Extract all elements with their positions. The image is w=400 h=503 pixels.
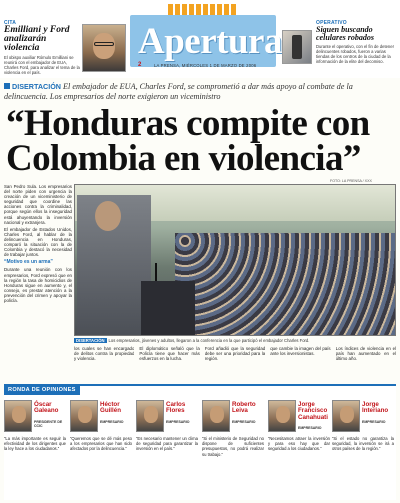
caption-text: Los empresarios, jóvenes y adultos, llegaron a la conferencia en la que participó el embajador Charles Ford. <box>108 338 310 343</box>
left-teaser-title: Emilliani y Ford analizarán violencia <box>4 25 70 53</box>
opinion-quote: “La más importante es seguir la efectividad de los dirigentes que la ley hace a los ciudadanos.” <box>4 436 66 452</box>
opinion-role: EMPRESARIO <box>100 420 124 424</box>
section-dek <box>4 82 396 101</box>
logo-text: Apertura <box>138 21 282 62</box>
opinion-name: Carlos Flores <box>166 401 186 415</box>
opinion-quote: “Queremos que se dé más peso a los empresarios que han sido afectados por la delincuencia.” <box>70 436 132 452</box>
opinion-round <box>4 384 396 500</box>
opinion-quote: “Si el estado no garantiza la seguridad, la inversión se irá a otros países de la región.” <box>332 436 394 452</box>
opinion-avatar <box>332 400 360 432</box>
opinion-avatar <box>70 400 98 432</box>
section-logo <box>130 4 282 74</box>
photo-speaker <box>77 195 151 336</box>
dateline: LA PRENSA, MIÉRCOLES 1 DE MARZO DE 2006 <box>154 63 257 68</box>
opinion-item[interactable] <box>136 398 200 500</box>
bottom-column: Los índices de violencia en el país han aumentado en el último año. <box>335 346 397 361</box>
opinion-avatar <box>202 400 230 432</box>
opinion-role: EMPRESARIO <box>298 426 322 430</box>
opinion-role: EMPRESARIO <box>166 420 190 424</box>
left-paragraph: Durante una reunión con los empresarios, Ford expresó que en la región la tasa de homicidios de Honduras sigue en aumento y, el consejo, es prestar atención a la prevención del crimen y apoyar la policía. <box>4 267 72 303</box>
right-teaser-tag: OPERATIVO <box>316 20 347 26</box>
opinion-item[interactable] <box>268 398 332 500</box>
opinion-name: Óscar Galeano <box>34 401 59 415</box>
opinion-item[interactable] <box>332 398 396 500</box>
page-number: 2 <box>138 62 142 68</box>
opinion-name: Jorge Francisco Canahuati <box>298 401 328 421</box>
microphone-icon <box>155 263 157 283</box>
opinion-avatar <box>268 400 296 432</box>
masthead <box>0 0 400 78</box>
section-label: DISERTACIÓN <box>12 82 61 91</box>
opinion-round-title: RONDA DE OPINIONES <box>4 386 80 395</box>
opinion-name: Roberto Leiva <box>232 401 256 415</box>
bottom-column: que cambie la imagen del país ante los inversionistas. <box>270 346 331 356</box>
headline[interactable]: “Honduras compite con Colombia en violencia” <box>6 103 370 179</box>
left-teaser-tag: CITA <box>4 20 17 26</box>
opinion-quote: “Es necesario mantener un clima de seguridad para garantizar la inversión en el país.” <box>136 436 198 452</box>
opinion-item[interactable] <box>70 398 134 500</box>
photo-podium <box>141 281 195 336</box>
opinion-avatar <box>4 400 32 432</box>
opinion-role: EMPRESARIO <box>232 420 256 424</box>
photo-caption <box>74 338 396 343</box>
right-teaser-photo <box>282 30 312 64</box>
bottom-column: Ford añadió que la seguridad debe ser una prioridad para la región. <box>204 346 266 361</box>
left-teaser-photo <box>82 24 126 72</box>
bottom-column: El diplomático señaló que la Policía tiene que hacer más esfuerzos en la lucha. <box>139 346 200 361</box>
opinion-name: Héctor Guillén <box>100 401 121 415</box>
section-square-icon <box>4 83 10 89</box>
opinion-name: Jorge Interiano <box>362 401 389 415</box>
right-teaser-title: Siguen buscando celulares robados <box>316 25 374 42</box>
opinion-quote: “Necesitamos atraer la inversión y para eso hay que dar seguridad a los ciudadanos.” <box>268 436 330 452</box>
section-dek-text: El embajador de EUA, Charles Ford, se comprometió a dar más apoyo al combate de la delincuencia. Los empresarios del norte exigieron un viceministro <box>4 82 353 101</box>
opinion-role: PRESIDENTE DE CCIC <box>34 420 63 428</box>
left-paragraph: El embajador de Estados Unidos, Charles Ford, al hablar de la delincuencia en Honduras, comparó la situación con la de Colombia y destacó la necesidad de trabajar juntos. <box>4 226 72 258</box>
opinion-role: EMPRESARIO <box>362 420 386 424</box>
right-teaser[interactable] <box>282 20 394 74</box>
right-teaser-text: Durante el operativo, con el fin de detener delincuentes robados, fueron a varias tiendas de los centros de la ciudad de la información de la elite del decomiso. <box>316 44 394 64</box>
bottom-column: los cuales se han encargado de delitos contra la propiedad y violencia. <box>74 346 135 361</box>
photo-credit: FOTO: LA PRENSA / XXX <box>330 179 372 183</box>
bottom-columns <box>74 346 396 376</box>
opinion-item[interactable] <box>4 398 68 500</box>
opinion-item[interactable] <box>202 398 266 500</box>
photo-audience <box>175 233 396 336</box>
caption-label: DISERTACIÓN <box>76 338 105 343</box>
left-teaser-text: El obispo auxiliar Rómulo Emilliani se reunirá con el embajador de EUA, Charles Ford, para analizar el tema de la violencia en el país. <box>4 55 80 75</box>
main-photo[interactable] <box>74 184 396 336</box>
opinion-quote: “Si el ministerio de Seguridad no dispone de suficientes presupuestos, no podrá realizar su trabajo.” <box>202 436 264 457</box>
left-paragraph: San Pedro Sula. Los empresarios del norte piden con urgencia la creación de un viceministerio de seguridad que coordine las acciones contra la criminalidad, porque según ellos la inseguridad está ahuyentando la inversión nacional y extranjera. <box>4 184 72 225</box>
left-subhead: “Motivo es un arma” <box>4 259 53 266</box>
opinion-avatar <box>136 400 164 432</box>
